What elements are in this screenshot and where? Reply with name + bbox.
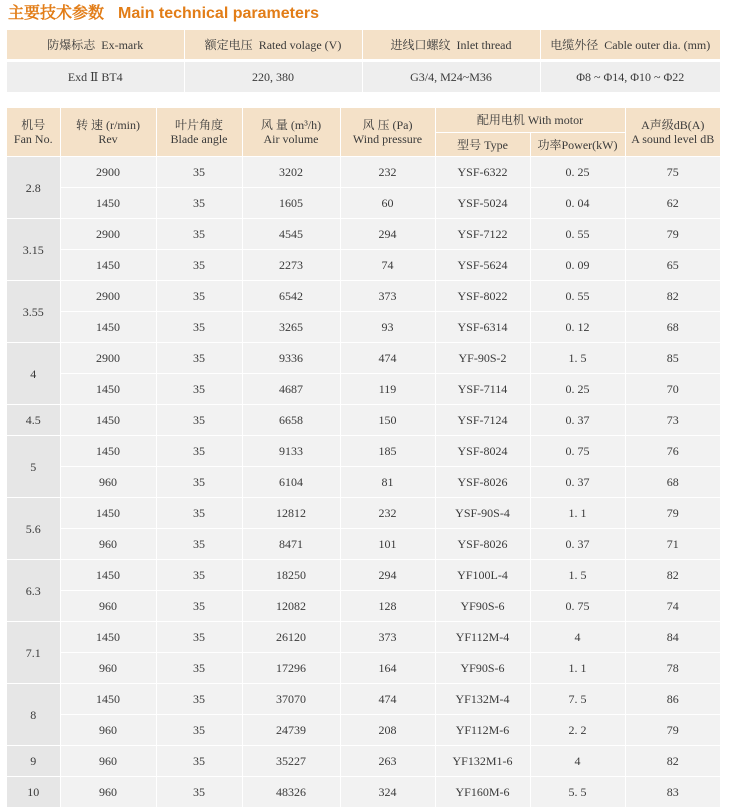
header-rev: 转 速 (r/min) Rev — [60, 108, 156, 157]
spec-value-inlet-thread: G3/4, M24~M36 — [362, 62, 540, 92]
cell-rev: 1450 — [60, 405, 156, 436]
cell-blade-angle: 35 — [156, 529, 242, 560]
table-row — [7, 188, 720, 219]
cell-fan-no: 4 — [7, 343, 60, 405]
cell-air-volume: 8471 — [242, 529, 340, 560]
cell-motor-power: 0. 12 — [530, 312, 625, 343]
cell-fan-no: 2.8 — [7, 157, 60, 219]
cell-wind-pressure: 373 — [340, 281, 435, 312]
cell-air-volume: 18250 — [242, 560, 340, 591]
cell-fan-no: 5 — [7, 436, 60, 498]
cell-motor-type: YSF-6322 — [435, 157, 530, 188]
spec-value-cable-dia: Φ8 ~ Φ14, Φ10 ~ Φ22 — [540, 62, 720, 92]
cell-rev: 960 — [60, 653, 156, 684]
header-motor-power: 功率Power(kW) — [530, 133, 625, 157]
cell-blade-angle: 35 — [156, 591, 242, 622]
table-row — [7, 312, 720, 343]
cell-motor-power: 0. 37 — [530, 529, 625, 560]
cell-fan-no: 6.3 — [7, 560, 60, 622]
cell-blade-angle: 35 — [156, 436, 242, 467]
cell-motor-type: YSF-6314 — [435, 312, 530, 343]
table-row — [7, 653, 720, 684]
spec-value-voltage: 220, 380 — [184, 62, 362, 92]
cell-air-volume: 17296 — [242, 653, 340, 684]
cell-sound-level: 71 — [625, 529, 720, 560]
cell-blade-angle: 35 — [156, 715, 242, 746]
cell-sound-level: 68 — [625, 312, 720, 343]
cell-rev: 1450 — [60, 374, 156, 405]
cell-blade-angle: 35 — [156, 312, 242, 343]
cell-air-volume: 26120 — [242, 622, 340, 653]
cell-motor-power: 1. 5 — [530, 343, 625, 374]
cell-rev: 960 — [60, 467, 156, 498]
header-air-volume: 风 量 (m³/h) Air volume — [242, 108, 340, 157]
cell-motor-power: 1. 1 — [530, 653, 625, 684]
cell-motor-power: 7. 5 — [530, 684, 625, 715]
cell-fan-no: 3.55 — [7, 281, 60, 343]
cell-motor-power: 2. 2 — [530, 715, 625, 746]
cell-wind-pressure: 93 — [340, 312, 435, 343]
cell-motor-power: 0. 55 — [530, 219, 625, 250]
cell-wind-pressure: 373 — [340, 622, 435, 653]
cell-blade-angle: 35 — [156, 777, 242, 808]
cell-sound-level: 82 — [625, 560, 720, 591]
cell-blade-angle: 35 — [156, 188, 242, 219]
table-row — [7, 684, 720, 715]
spec-header-inlet-thread: 进线口螺纹 Inlet thread — [362, 30, 540, 59]
cell-sound-level: 65 — [625, 250, 720, 281]
cell-blade-angle: 35 — [156, 219, 242, 250]
cell-air-volume: 3202 — [242, 157, 340, 188]
cell-sound-level: 84 — [625, 622, 720, 653]
cell-wind-pressure: 185 — [340, 436, 435, 467]
cell-fan-no: 3.15 — [7, 219, 60, 281]
title-cn: 主要技术参数 — [8, 5, 105, 22]
cell-motor-type: YSF-8024 — [435, 436, 530, 467]
table-row — [7, 777, 720, 808]
cell-blade-angle: 35 — [156, 498, 242, 529]
cell-air-volume: 48326 — [242, 777, 340, 808]
table-row — [7, 622, 720, 653]
cell-rev: 1450 — [60, 560, 156, 591]
cell-sound-level: 79 — [625, 219, 720, 250]
cell-rev: 2900 — [60, 157, 156, 188]
cell-wind-pressure: 128 — [340, 591, 435, 622]
table-row — [7, 219, 720, 250]
table-row — [7, 343, 720, 374]
cell-air-volume: 1605 — [242, 188, 340, 219]
cell-blade-angle: 35 — [156, 405, 242, 436]
cell-motor-power: 0. 37 — [530, 467, 625, 498]
cell-motor-power: 4 — [530, 622, 625, 653]
header-fan-no: 机号 Fan No. — [7, 108, 60, 157]
cell-motor-type: YSF-5624 — [435, 250, 530, 281]
cell-wind-pressure: 119 — [340, 374, 435, 405]
cell-blade-angle: 35 — [156, 684, 242, 715]
spec-value-ex-mark: Exd Ⅱ BT4 — [7, 62, 184, 92]
cell-rev: 960 — [60, 529, 156, 560]
cell-motor-power: 0. 75 — [530, 591, 625, 622]
cell-motor-power: 0. 09 — [530, 250, 625, 281]
cell-blade-angle: 35 — [156, 746, 242, 777]
cell-rev: 960 — [60, 591, 156, 622]
cell-motor-type: YSF-7114 — [435, 374, 530, 405]
cell-sound-level: 83 — [625, 777, 720, 808]
cell-motor-type: YSF-8026 — [435, 529, 530, 560]
cell-air-volume: 3265 — [242, 312, 340, 343]
cell-air-volume: 9133 — [242, 436, 340, 467]
cell-wind-pressure: 208 — [340, 715, 435, 746]
cell-rev: 1450 — [60, 188, 156, 219]
cell-sound-level: 86 — [625, 684, 720, 715]
cell-wind-pressure: 150 — [340, 405, 435, 436]
header-sound-level: A声级dB(A) A sound level dB — [625, 108, 720, 157]
cell-motor-type: YF112M-6 — [435, 715, 530, 746]
table-row — [7, 467, 720, 498]
cell-rev: 1450 — [60, 684, 156, 715]
cell-fan-no: 10 — [7, 777, 60, 808]
spec-header-ex-mark: 防爆标志 Ex-mark — [7, 30, 184, 59]
table-row — [7, 715, 720, 746]
cell-rev: 1450 — [60, 250, 156, 281]
table-row — [7, 281, 720, 312]
cell-rev: 1450 — [60, 622, 156, 653]
cell-blade-angle: 35 — [156, 374, 242, 405]
table-row — [7, 591, 720, 622]
cell-fan-no: 7.1 — [7, 622, 60, 684]
cell-sound-level: 82 — [625, 281, 720, 312]
cell-sound-level: 73 — [625, 405, 720, 436]
cell-motor-type: YSF-7122 — [435, 219, 530, 250]
cell-sound-level: 79 — [625, 498, 720, 529]
cell-wind-pressure: 81 — [340, 467, 435, 498]
cell-blade-angle: 35 — [156, 343, 242, 374]
cell-motor-type: YF132M-4 — [435, 684, 530, 715]
cell-sound-level: 68 — [625, 467, 720, 498]
table-row — [7, 746, 720, 777]
cell-sound-level: 78 — [625, 653, 720, 684]
table-row — [7, 560, 720, 591]
cell-rev: 2900 — [60, 219, 156, 250]
cell-blade-angle: 35 — [156, 467, 242, 498]
table-row — [7, 157, 720, 188]
cell-rev: 960 — [60, 777, 156, 808]
cell-blade-angle: 35 — [156, 250, 242, 281]
cell-sound-level: 85 — [625, 343, 720, 374]
cell-air-volume: 6104 — [242, 467, 340, 498]
title-en: Main technical parameters — [118, 5, 319, 22]
cell-blade-angle: 35 — [156, 622, 242, 653]
cell-motor-type: YSF-8022 — [435, 281, 530, 312]
table-row — [7, 374, 720, 405]
cell-motor-type: YF90S-6 — [435, 653, 530, 684]
cell-motor-type: YSF-7124 — [435, 405, 530, 436]
cell-air-volume: 37070 — [242, 684, 340, 715]
cell-motor-power: 1. 1 — [530, 498, 625, 529]
cell-air-volume: 35227 — [242, 746, 340, 777]
cell-motor-power: 0. 55 — [530, 281, 625, 312]
cell-motor-type: YF160M-6 — [435, 777, 530, 808]
cell-air-volume: 9336 — [242, 343, 340, 374]
cell-motor-power: 0. 25 — [530, 157, 625, 188]
header-with-motor: 配用电机 With motor — [435, 108, 625, 133]
cell-motor-type: YF112M-4 — [435, 622, 530, 653]
cell-blade-angle: 35 — [156, 157, 242, 188]
cell-rev: 1450 — [60, 498, 156, 529]
cell-motor-power: 1. 5 — [530, 560, 625, 591]
cell-blade-angle: 35 — [156, 281, 242, 312]
cell-sound-level: 70 — [625, 374, 720, 405]
cell-wind-pressure: 263 — [340, 746, 435, 777]
cell-fan-no: 8 — [7, 684, 60, 746]
cell-sound-level: 74 — [625, 591, 720, 622]
cell-rev: 1450 — [60, 436, 156, 467]
cell-air-volume: 4687 — [242, 374, 340, 405]
cell-blade-angle: 35 — [156, 653, 242, 684]
cell-motor-type: YF132M1-6 — [435, 746, 530, 777]
cell-rev: 2900 — [60, 343, 156, 374]
cell-motor-power: 0. 04 — [530, 188, 625, 219]
cell-wind-pressure: 164 — [340, 653, 435, 684]
cell-motor-power: 5. 5 — [530, 777, 625, 808]
cell-wind-pressure: 294 — [340, 219, 435, 250]
cell-sound-level: 76 — [625, 436, 720, 467]
cell-wind-pressure: 101 — [340, 529, 435, 560]
page-title — [8, 3, 319, 25]
cell-rev: 960 — [60, 746, 156, 777]
header-blade-angle: 叶片角度 Blade angle — [156, 108, 242, 157]
cell-wind-pressure: 232 — [340, 498, 435, 529]
cell-air-volume: 24739 — [242, 715, 340, 746]
cell-motor-type: YF-90S-2 — [435, 343, 530, 374]
cell-fan-no: 5.6 — [7, 498, 60, 560]
cell-sound-level: 62 — [625, 188, 720, 219]
table-row — [7, 498, 720, 529]
cell-rev: 1450 — [60, 312, 156, 343]
cell-wind-pressure: 232 — [340, 157, 435, 188]
table-row — [7, 436, 720, 467]
parameters-table — [7, 107, 720, 807]
cell-motor-power: 0. 75 — [530, 436, 625, 467]
cell-air-volume: 6542 — [242, 281, 340, 312]
cell-air-volume: 12082 — [242, 591, 340, 622]
cell-blade-angle: 35 — [156, 560, 242, 591]
cell-motor-type: YF100L-4 — [435, 560, 530, 591]
cell-sound-level: 82 — [625, 746, 720, 777]
cell-air-volume: 2273 — [242, 250, 340, 281]
cell-fan-no: 9 — [7, 746, 60, 777]
spec-table — [7, 30, 720, 92]
cell-motor-type: YSF-5024 — [435, 188, 530, 219]
cell-motor-power: 0. 25 — [530, 374, 625, 405]
cell-rev: 960 — [60, 715, 156, 746]
cell-fan-no: 4.5 — [7, 405, 60, 436]
cell-motor-type: YSF-8026 — [435, 467, 530, 498]
cell-motor-power: 4 — [530, 746, 625, 777]
spec-header-voltage: 额定电压 Rated volage (V) — [184, 30, 362, 59]
parameters-table-body — [7, 157, 720, 808]
cell-motor-type: YF90S-6 — [435, 591, 530, 622]
cell-rev: 2900 — [60, 281, 156, 312]
header-wind-pressure: 风 压 (Pa) Wind pressure — [340, 108, 435, 157]
cell-wind-pressure: 294 — [340, 560, 435, 591]
cell-air-volume: 12812 — [242, 498, 340, 529]
table-row — [7, 529, 720, 560]
cell-air-volume: 6658 — [242, 405, 340, 436]
cell-motor-type: YSF-90S-4 — [435, 498, 530, 529]
table-row — [7, 250, 720, 281]
cell-wind-pressure: 60 — [340, 188, 435, 219]
table-row — [7, 405, 720, 436]
cell-wind-pressure: 474 — [340, 343, 435, 374]
cell-wind-pressure: 474 — [340, 684, 435, 715]
spec-header-cable-dia: 电缆外径 Cable outer dia. (mm) — [540, 30, 720, 59]
cell-wind-pressure: 74 — [340, 250, 435, 281]
cell-sound-level: 79 — [625, 715, 720, 746]
cell-wind-pressure: 324 — [340, 777, 435, 808]
cell-sound-level: 75 — [625, 157, 720, 188]
header-motor-type: 型号 Type — [435, 133, 530, 157]
cell-air-volume: 4545 — [242, 219, 340, 250]
cell-motor-power: 0. 37 — [530, 405, 625, 436]
